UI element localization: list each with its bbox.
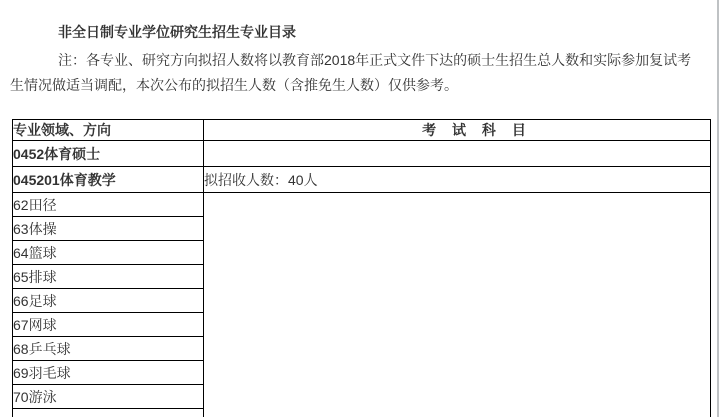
table-row xyxy=(13,193,711,217)
direction-label: 63体操 xyxy=(13,217,204,241)
admissions-catalog-table xyxy=(12,119,711,417)
category-exam-cell xyxy=(204,141,711,167)
window-edge-line xyxy=(717,0,719,417)
category-label: 0452体育硕士 xyxy=(13,141,204,167)
major-label: 045201体育教学 xyxy=(13,167,204,193)
direction-label-clipped xyxy=(13,409,204,417)
page-title: 非全日制专业学位研究生招生专业目录 xyxy=(58,24,296,40)
direction-label: 62田径 xyxy=(13,193,204,217)
column-header-field: 专业领域、方向 xyxy=(13,120,204,141)
table-row xyxy=(13,141,711,167)
table-row xyxy=(13,167,711,193)
direction-label: 65排球 xyxy=(13,265,204,289)
merged-exam-cell xyxy=(204,193,711,417)
direction-label: 67网球 xyxy=(13,313,204,337)
direction-label: 68乒乓球 xyxy=(13,337,204,361)
direction-label: 69羽毛球 xyxy=(13,361,204,385)
planned-enrollment-text: 拟招收人数：40人 xyxy=(204,167,711,193)
table-header-row xyxy=(13,120,711,141)
direction-label: 66足球 xyxy=(13,289,204,313)
direction-label: 64篮球 xyxy=(13,241,204,265)
column-header-exam-subjects: 考 试 科 目 xyxy=(204,120,711,141)
direction-label: 70游泳 xyxy=(13,385,204,409)
note-paragraph: 注：各专业、研究方向拟招人数将以教育部2018年正式文件下达的硕士生招生总人数和实际参加复试考生情况做适当调配，本次公布的拟招生人数（含推免生人数）仅供参考。 xyxy=(10,52,692,93)
